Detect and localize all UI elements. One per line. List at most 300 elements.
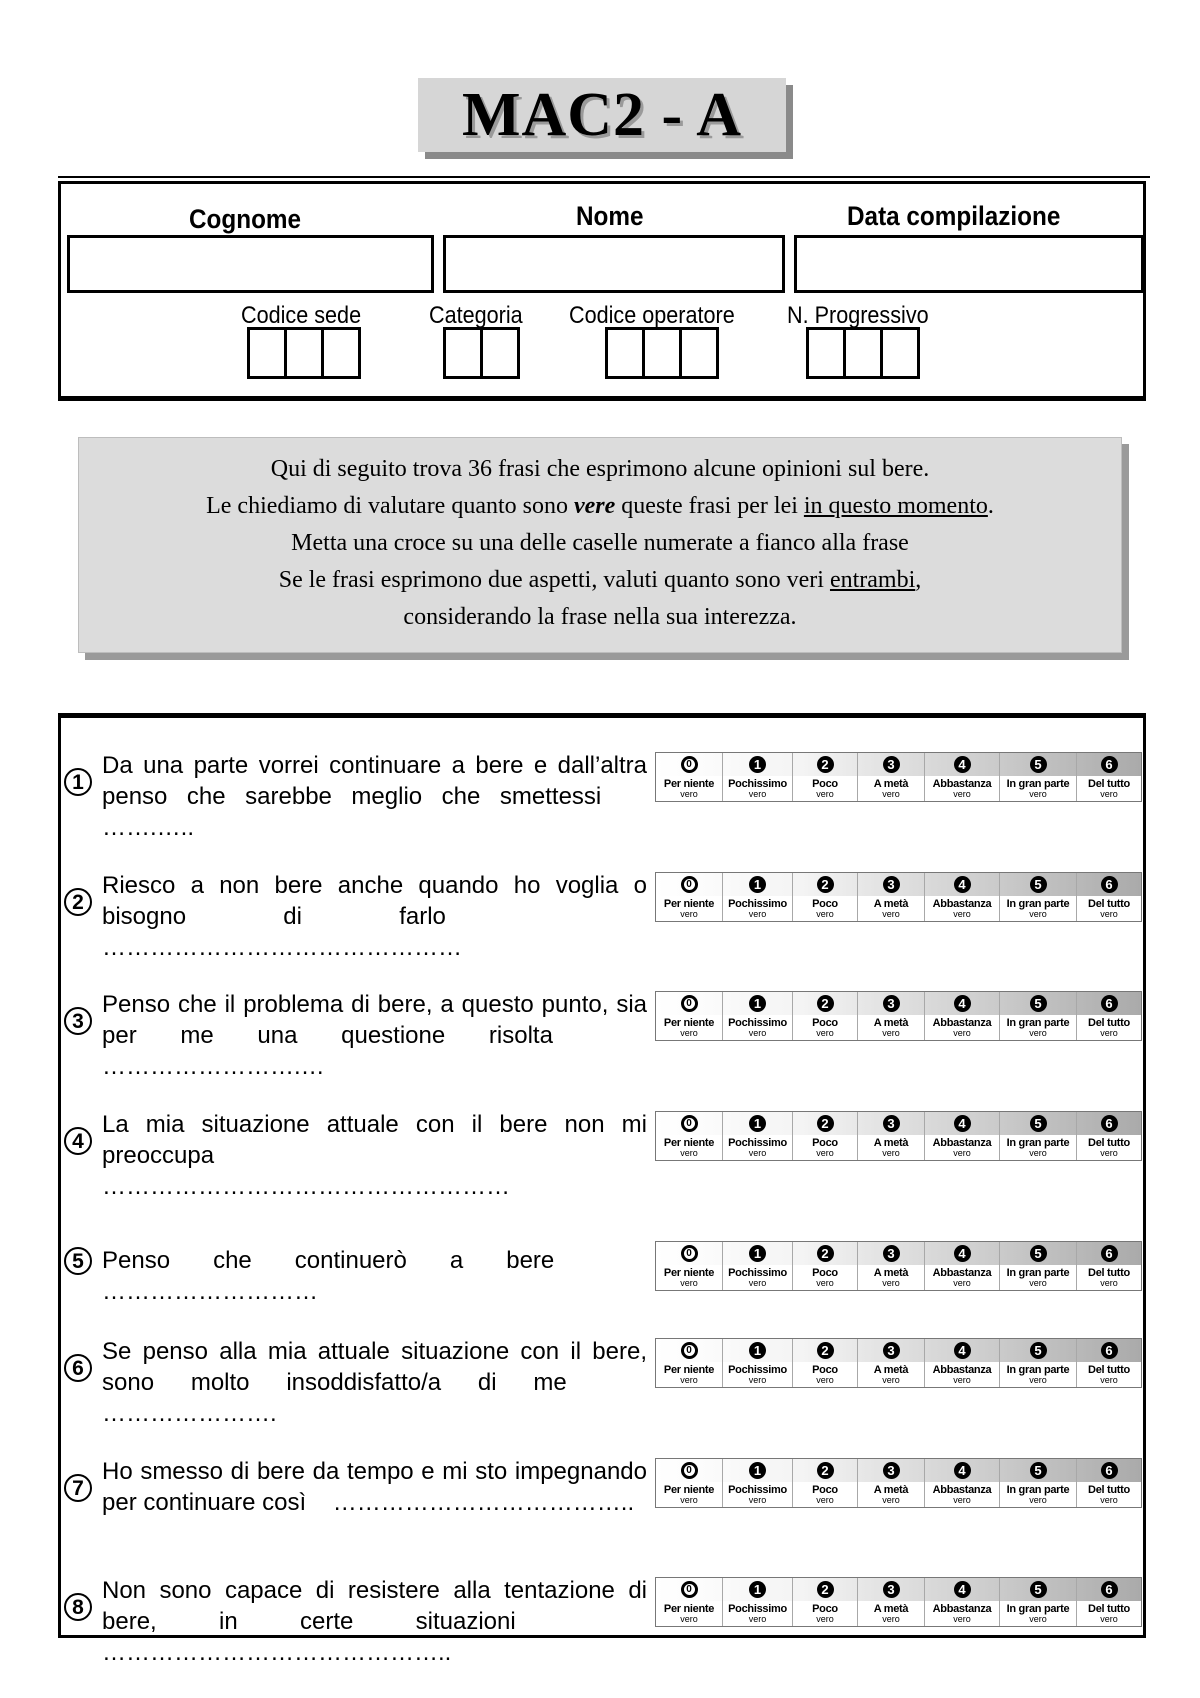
question-leader-dots: …………………….… xyxy=(102,1053,325,1080)
rating-number-badge: 6 xyxy=(1101,995,1118,1012)
rating-option-6[interactable] xyxy=(1077,1459,1141,1507)
instructions-box xyxy=(78,437,1122,653)
code-cell[interactable] xyxy=(806,327,846,379)
rating-label: Pochissimo xyxy=(728,1137,787,1149)
question-statement: Se penso alla mia attuale situazione con il bere, sono molto insoddisfatto/a di me xyxy=(102,1338,647,1396)
rating-number-badge: 3 xyxy=(883,1462,900,1479)
rating-label: In gran parte xyxy=(1006,1017,1070,1029)
rating-number-badge: 5 xyxy=(1030,1342,1047,1359)
question-item xyxy=(61,870,1143,961)
question-statement: Penso che continuerò a bere xyxy=(102,1247,555,1274)
code-cell[interactable] xyxy=(480,327,520,379)
code-cell[interactable] xyxy=(443,327,483,379)
rating-number-badge: 2 xyxy=(817,995,834,1012)
question-item xyxy=(61,1456,1143,1520)
rating-option-5[interactable] xyxy=(1000,1112,1077,1160)
rating-sublabel: vero xyxy=(882,909,900,919)
rating-scale xyxy=(655,1111,1142,1161)
rating-number-badge: 5 xyxy=(1030,756,1047,773)
rating-sublabel: vero xyxy=(1100,789,1118,799)
rating-number-badge: 2 xyxy=(817,1245,834,1262)
rating-label: A metà xyxy=(873,1364,909,1376)
rating-label: Per niente xyxy=(663,1603,715,1615)
cognome-field[interactable] xyxy=(67,235,434,293)
rating-label: Pochissimo xyxy=(728,1603,787,1615)
rating-label: Del tutto xyxy=(1088,1603,1130,1615)
rating-label: Per niente xyxy=(663,1017,715,1029)
rating-label: Pochissimo xyxy=(728,1267,787,1279)
rating-label: Per niente xyxy=(663,1484,715,1496)
rating-label: Abbastanza xyxy=(932,898,992,910)
rating-option-0[interactable] xyxy=(656,1459,723,1507)
rating-option-1[interactable] xyxy=(723,1242,793,1290)
rating-number-badge: 0 xyxy=(681,1342,698,1359)
rating-label: Per niente xyxy=(663,1364,715,1376)
rating-sublabel: vero xyxy=(1029,1375,1047,1385)
question-statement: Da una parte vorrei continuare a bere e dall’altra penso che sarebbe meglio che smettessi xyxy=(102,752,647,810)
rating-sublabel: vero xyxy=(953,1375,971,1385)
rating-sublabel: vero xyxy=(1029,1614,1047,1624)
question-statement: Ho smesso di bere da tempo e mi sto impegnando per continuare così xyxy=(102,1458,647,1516)
rating-option-5[interactable] xyxy=(1000,1459,1077,1507)
rating-option-5[interactable] xyxy=(1000,1339,1077,1387)
question-number: 3 xyxy=(64,1007,92,1035)
rating-option-1[interactable] xyxy=(723,753,793,801)
rating-sublabel: vero xyxy=(882,1375,900,1385)
title-box xyxy=(418,78,786,152)
rating-option-3[interactable] xyxy=(858,1112,925,1160)
rating-label: A metà xyxy=(873,1484,909,1496)
rating-sublabel: vero xyxy=(1029,1278,1047,1288)
rating-sublabel: vero xyxy=(1100,1278,1118,1288)
nome-label: Nome xyxy=(576,201,644,231)
rating-sublabel: vero xyxy=(1100,1495,1118,1505)
question-number: 8 xyxy=(64,1593,92,1621)
rating-number-badge: 3 xyxy=(883,1342,900,1359)
rating-number-badge: 1 xyxy=(749,1581,766,1598)
rating-sublabel: vero xyxy=(1029,909,1047,919)
rating-label: Abbastanza xyxy=(932,1017,992,1029)
question-item xyxy=(61,1336,1143,1427)
rating-label: Del tutto xyxy=(1088,1484,1130,1496)
rating-label: Abbastanza xyxy=(932,1137,992,1149)
rating-option-0[interactable] xyxy=(656,1339,723,1387)
rating-label: Poco xyxy=(812,1137,838,1149)
rating-sublabel: vero xyxy=(680,909,698,919)
code-cell[interactable] xyxy=(605,327,645,379)
rating-option-6[interactable] xyxy=(1077,1112,1141,1160)
code-cell[interactable] xyxy=(679,327,719,379)
code-cell[interactable] xyxy=(642,327,682,379)
rating-sublabel: vero xyxy=(1100,1148,1118,1158)
rating-number-badge: 2 xyxy=(817,1581,834,1598)
page-title: MAC2 - A xyxy=(461,80,743,149)
question-number: 5 xyxy=(64,1247,92,1275)
rating-sublabel: vero xyxy=(1029,1495,1047,1505)
rating-option-4[interactable] xyxy=(925,992,1000,1040)
question-item xyxy=(61,989,1143,1080)
rating-sublabel: vero xyxy=(1029,1148,1047,1158)
categoria-label: Categoria xyxy=(429,302,523,329)
rating-sublabel: vero xyxy=(680,1375,698,1385)
rating-sublabel: vero xyxy=(816,1028,834,1038)
instructions-line xyxy=(79,562,1121,599)
rating-option-6[interactable] xyxy=(1077,1339,1141,1387)
rating-option-6[interactable] xyxy=(1077,873,1141,921)
rating-option-1[interactable] xyxy=(723,873,793,921)
questions-box xyxy=(58,713,1146,1666)
question-leader-dots: ……………………………….. xyxy=(332,1489,635,1516)
question-leader-dots: …………………………………………… xyxy=(102,1173,510,1200)
rating-sublabel: vero xyxy=(953,1495,971,1505)
rating-number-badge: 4 xyxy=(954,876,971,893)
question-text xyxy=(102,1109,647,1202)
question-number: 4 xyxy=(64,1127,92,1155)
rating-label: Abbastanza xyxy=(932,1484,992,1496)
instructions-line xyxy=(79,599,1121,636)
rating-number-badge: 1 xyxy=(749,1245,766,1262)
rating-number-badge: 0 xyxy=(681,1245,698,1262)
rating-number-badge: 3 xyxy=(883,1115,900,1132)
question-text xyxy=(102,1575,647,1668)
rating-option-6[interactable] xyxy=(1077,1242,1141,1290)
instructions-line xyxy=(79,525,1121,562)
rating-option-1[interactable] xyxy=(723,1578,793,1626)
rating-option-5[interactable] xyxy=(1000,992,1077,1040)
rating-number-badge: 2 xyxy=(817,1462,834,1479)
rating-number-badge: 1 xyxy=(749,756,766,773)
rating-number-badge: 2 xyxy=(817,876,834,893)
rating-scale xyxy=(655,991,1142,1041)
rating-sublabel: vero xyxy=(1029,789,1047,799)
instructions-text: Le chiediamo di valutare quanto sono xyxy=(206,493,574,519)
question-item xyxy=(61,1109,1143,1200)
rating-label: In gran parte xyxy=(1006,1137,1070,1149)
instructions-text: . xyxy=(987,493,994,519)
instructions-line xyxy=(79,451,1121,488)
rating-label: A metà xyxy=(873,1267,909,1279)
rating-number-badge: 5 xyxy=(1030,1581,1047,1598)
rating-label: A metà xyxy=(873,1017,909,1029)
rating-number-badge: 1 xyxy=(749,995,766,1012)
rating-option-4[interactable] xyxy=(925,1242,1000,1290)
rating-sublabel: vero xyxy=(748,789,767,799)
question-text xyxy=(102,750,647,843)
rating-option-3[interactable] xyxy=(858,1339,925,1387)
rating-sublabel: vero xyxy=(882,1278,900,1288)
rating-number-badge: 5 xyxy=(1030,995,1047,1012)
instructions-text: Qui di seguito trova 36 frasi che esprimono alcune opinioni sul bere. xyxy=(270,456,930,482)
rating-label: In gran parte xyxy=(1006,1364,1070,1376)
rating-number-badge: 2 xyxy=(817,756,834,773)
rating-number-badge: 6 xyxy=(1101,876,1118,893)
data-compilazione-field[interactable] xyxy=(794,235,1144,293)
question-number: 1 xyxy=(64,768,92,796)
code-cell[interactable] xyxy=(247,327,287,379)
rating-sublabel: vero xyxy=(748,909,767,919)
rating-label: Per niente xyxy=(663,1267,715,1279)
rating-option-6[interactable] xyxy=(1077,753,1141,801)
rating-label: Poco xyxy=(812,778,838,790)
rating-sublabel: vero xyxy=(882,1148,900,1158)
rating-label: Abbastanza xyxy=(932,778,992,790)
question-number: 6 xyxy=(64,1354,92,1382)
rating-sublabel: vero xyxy=(882,789,900,799)
rating-option-0[interactable] xyxy=(656,1242,723,1290)
question-statement: Riesco a non bere anche quando ho voglia o bisogno di farlo xyxy=(102,872,647,930)
rating-scale xyxy=(655,1241,1142,1291)
rating-option-4[interactable] xyxy=(925,753,1000,801)
question-item xyxy=(61,750,1143,841)
rating-sublabel: vero xyxy=(953,909,971,919)
codice-operatore-label: Codice operatore xyxy=(569,302,735,329)
codice-sede-boxes xyxy=(247,327,361,379)
rating-number-badge: 3 xyxy=(883,756,900,773)
rating-sublabel: vero xyxy=(816,1278,834,1288)
rating-label: In gran parte xyxy=(1006,1484,1070,1496)
cognome-label: Cognome xyxy=(189,204,302,234)
rating-option-3[interactable] xyxy=(858,1242,925,1290)
rating-label: Abbastanza xyxy=(932,1267,992,1279)
rating-label: Poco xyxy=(812,898,838,910)
rating-label: A metà xyxy=(873,1137,909,1149)
rating-option-4[interactable] xyxy=(925,873,1000,921)
rating-option-3[interactable] xyxy=(858,753,925,801)
question-text xyxy=(102,870,647,963)
rating-sublabel: vero xyxy=(748,1375,767,1385)
rating-label: Poco xyxy=(812,1267,838,1279)
question-item xyxy=(61,1575,1143,1666)
rating-sublabel: vero xyxy=(748,1495,767,1505)
rating-label: Del tutto xyxy=(1088,1267,1130,1279)
question-leader-dots: ……………………………………… xyxy=(102,934,462,961)
rating-label: Del tutto xyxy=(1088,1137,1130,1149)
rating-sublabel: vero xyxy=(816,1148,834,1158)
rating-option-4[interactable] xyxy=(925,1578,1000,1626)
rating-label: In gran parte xyxy=(1006,1603,1070,1615)
instructions-line xyxy=(79,488,1121,525)
rating-number-badge: 4 xyxy=(954,1462,971,1479)
rating-label: Pochissimo xyxy=(728,1017,787,1029)
rating-sublabel: vero xyxy=(680,789,698,799)
rating-scale xyxy=(655,752,1142,802)
rating-sublabel: vero xyxy=(1100,1028,1118,1038)
rating-option-1[interactable] xyxy=(723,1112,793,1160)
question-text xyxy=(102,1245,647,1307)
n-progressivo-boxes xyxy=(806,327,920,379)
code-cell[interactable] xyxy=(880,327,920,379)
question-leader-dots: …….….. xyxy=(102,814,195,841)
rating-number-badge: 3 xyxy=(883,876,900,893)
rating-label: Pochissimo xyxy=(728,1364,787,1376)
rating-number-badge: 6 xyxy=(1101,756,1118,773)
rating-sublabel: vero xyxy=(680,1278,698,1288)
rating-option-2[interactable] xyxy=(793,1578,858,1626)
rating-sublabel: vero xyxy=(680,1614,698,1624)
rating-option-4[interactable] xyxy=(925,1112,1000,1160)
rating-label: Poco xyxy=(812,1017,838,1029)
code-cell[interactable] xyxy=(321,327,361,379)
rating-label: A metà xyxy=(873,1603,909,1615)
instructions-text: Metta una croce su una delle caselle numerate a fianco alla frase xyxy=(291,530,909,556)
rating-number-badge: 5 xyxy=(1030,1115,1047,1132)
rating-option-4[interactable] xyxy=(925,1339,1000,1387)
rating-option-2[interactable] xyxy=(793,1339,858,1387)
rating-number-badge: 2 xyxy=(817,1342,834,1359)
rating-sublabel: vero xyxy=(882,1614,900,1624)
rating-number-badge: 1 xyxy=(749,876,766,893)
rating-sublabel: vero xyxy=(816,1375,834,1385)
rating-number-badge: 0 xyxy=(681,1581,698,1598)
rating-number-badge: 0 xyxy=(681,876,698,893)
rating-option-3[interactable] xyxy=(858,1459,925,1507)
rating-sublabel: vero xyxy=(748,1028,767,1038)
rating-number-badge: 6 xyxy=(1101,1342,1118,1359)
rating-option-3[interactable] xyxy=(858,873,925,921)
rating-label: Pochissimo xyxy=(728,1484,787,1496)
rating-option-1[interactable] xyxy=(723,1459,793,1507)
rating-label: Poco xyxy=(812,1603,838,1615)
rating-number-badge: 4 xyxy=(954,995,971,1012)
rating-number-badge: 4 xyxy=(954,1581,971,1598)
instructions-text: , xyxy=(915,567,922,593)
question-number: 2 xyxy=(64,888,92,916)
rating-sublabel: vero xyxy=(1100,1375,1118,1385)
rating-option-6[interactable] xyxy=(1077,992,1141,1040)
rating-label: Per niente xyxy=(663,898,715,910)
codice-operatore-boxes xyxy=(605,327,719,379)
rating-number-badge: 4 xyxy=(954,1342,971,1359)
rating-option-2[interactable] xyxy=(793,1242,858,1290)
rating-option-2[interactable] xyxy=(793,753,858,801)
rating-sublabel: vero xyxy=(748,1614,767,1624)
rating-sublabel: vero xyxy=(680,1148,698,1158)
header-form xyxy=(58,181,1146,401)
rating-number-badge: 6 xyxy=(1101,1581,1118,1598)
rating-number-badge: 1 xyxy=(749,1115,766,1132)
rating-option-1[interactable] xyxy=(723,992,793,1040)
question-text xyxy=(102,989,647,1082)
rating-option-5[interactable] xyxy=(1000,753,1077,801)
rating-number-badge: 3 xyxy=(883,1581,900,1598)
rating-option-0[interactable] xyxy=(656,753,723,801)
rating-option-3[interactable] xyxy=(858,1578,925,1626)
question-statement: Penso che il problema di bere, a questo punto, sia per me una questione risolta xyxy=(102,991,647,1049)
rating-sublabel: vero xyxy=(816,1614,834,1624)
rating-number-badge: 4 xyxy=(954,1115,971,1132)
rating-label: In gran parte xyxy=(1006,898,1070,910)
code-cell[interactable] xyxy=(843,327,883,379)
rating-option-5[interactable] xyxy=(1000,1242,1077,1290)
rating-number-badge: 0 xyxy=(681,995,698,1012)
rating-sublabel: vero xyxy=(816,909,834,919)
rating-number-badge: 0 xyxy=(681,1115,698,1132)
rating-option-6[interactable] xyxy=(1077,1578,1141,1626)
instructions-text: Se le frasi esprimono due aspetti, valuti quanto sono veri xyxy=(278,567,830,593)
rating-option-4[interactable] xyxy=(925,1459,1000,1507)
data-compilazione-label: Data compilazione xyxy=(847,201,1061,231)
question-leader-dots: ……………………… xyxy=(102,1278,318,1305)
instructions-emphasis: vere xyxy=(574,493,616,519)
rating-number-badge: 3 xyxy=(883,995,900,1012)
rating-option-5[interactable] xyxy=(1000,873,1077,921)
rating-number-badge: 2 xyxy=(817,1115,834,1132)
rating-scale xyxy=(655,872,1142,922)
rating-option-0[interactable] xyxy=(656,1112,723,1160)
rating-option-2[interactable] xyxy=(793,1459,858,1507)
rating-label: Del tutto xyxy=(1088,778,1130,790)
rating-number-badge: 5 xyxy=(1030,1462,1047,1479)
rating-option-2[interactable] xyxy=(793,1112,858,1160)
question-statement: La mia situazione attuale con il bere non mi preoccupa xyxy=(102,1111,647,1169)
rating-label: Pochissimo xyxy=(728,778,787,790)
rating-sublabel: vero xyxy=(882,1028,900,1038)
rating-sublabel: vero xyxy=(953,789,971,799)
rating-sublabel: vero xyxy=(882,1495,900,1505)
header-top-rule xyxy=(58,176,1150,178)
rating-option-5[interactable] xyxy=(1000,1578,1077,1626)
n-progressivo-label: N. Progressivo xyxy=(787,302,929,329)
rating-number-badge: 6 xyxy=(1101,1462,1118,1479)
instructions-text: queste frasi per lei xyxy=(615,493,804,519)
instructions-underline: entrambi xyxy=(829,567,916,593)
question-text xyxy=(102,1456,647,1518)
rating-option-0[interactable] xyxy=(656,873,723,921)
rating-label: Del tutto xyxy=(1088,898,1130,910)
rating-number-badge: 0 xyxy=(681,756,698,773)
rating-option-1[interactable] xyxy=(723,1339,793,1387)
question-leader-dots: …………………. xyxy=(102,1400,277,1427)
question-number: 7 xyxy=(64,1474,92,1502)
rating-label: In gran parte xyxy=(1006,778,1070,790)
rating-sublabel: vero xyxy=(748,1148,767,1158)
question-item xyxy=(61,1229,1143,1305)
rating-sublabel: vero xyxy=(953,1278,971,1288)
rating-option-0[interactable] xyxy=(656,992,723,1040)
rating-scale xyxy=(655,1338,1142,1388)
rating-scale xyxy=(655,1458,1142,1508)
rating-sublabel: vero xyxy=(1100,1614,1118,1624)
instructions-underline: in questo momento xyxy=(803,493,988,519)
rating-label: Del tutto xyxy=(1088,1017,1130,1029)
rating-number-badge: 6 xyxy=(1101,1115,1118,1132)
rating-number-badge: 6 xyxy=(1101,1245,1118,1262)
rating-number-badge: 4 xyxy=(954,1245,971,1262)
rating-number-badge: 1 xyxy=(749,1462,766,1479)
rating-option-0[interactable] xyxy=(656,1578,723,1626)
rating-number-badge: 1 xyxy=(749,1342,766,1359)
code-cell[interactable] xyxy=(284,327,324,379)
rating-option-3[interactable] xyxy=(858,992,925,1040)
rating-number-badge: 3 xyxy=(883,1245,900,1262)
rating-label: Per niente xyxy=(663,778,715,790)
question-statement: Non sono capace di resistere alla tentazione di bere, in certe situazioni xyxy=(102,1577,647,1635)
rating-number-badge: 5 xyxy=(1030,1245,1047,1262)
nome-field[interactable] xyxy=(443,235,785,293)
rating-sublabel: vero xyxy=(953,1148,971,1158)
rating-sublabel: vero xyxy=(953,1614,971,1624)
codice-sede-label: Codice sede xyxy=(241,302,362,329)
question-leader-dots: …………………………………….. xyxy=(102,1639,452,1666)
rating-label: A metà xyxy=(873,778,909,790)
rating-label: Pochissimo xyxy=(728,898,787,910)
rating-option-2[interactable] xyxy=(793,873,858,921)
rating-number-badge: 4 xyxy=(954,756,971,773)
rating-scale xyxy=(655,1577,1142,1627)
rating-label: Poco xyxy=(812,1484,838,1496)
rating-option-2[interactable] xyxy=(793,992,858,1040)
rating-sublabel: vero xyxy=(680,1028,698,1038)
